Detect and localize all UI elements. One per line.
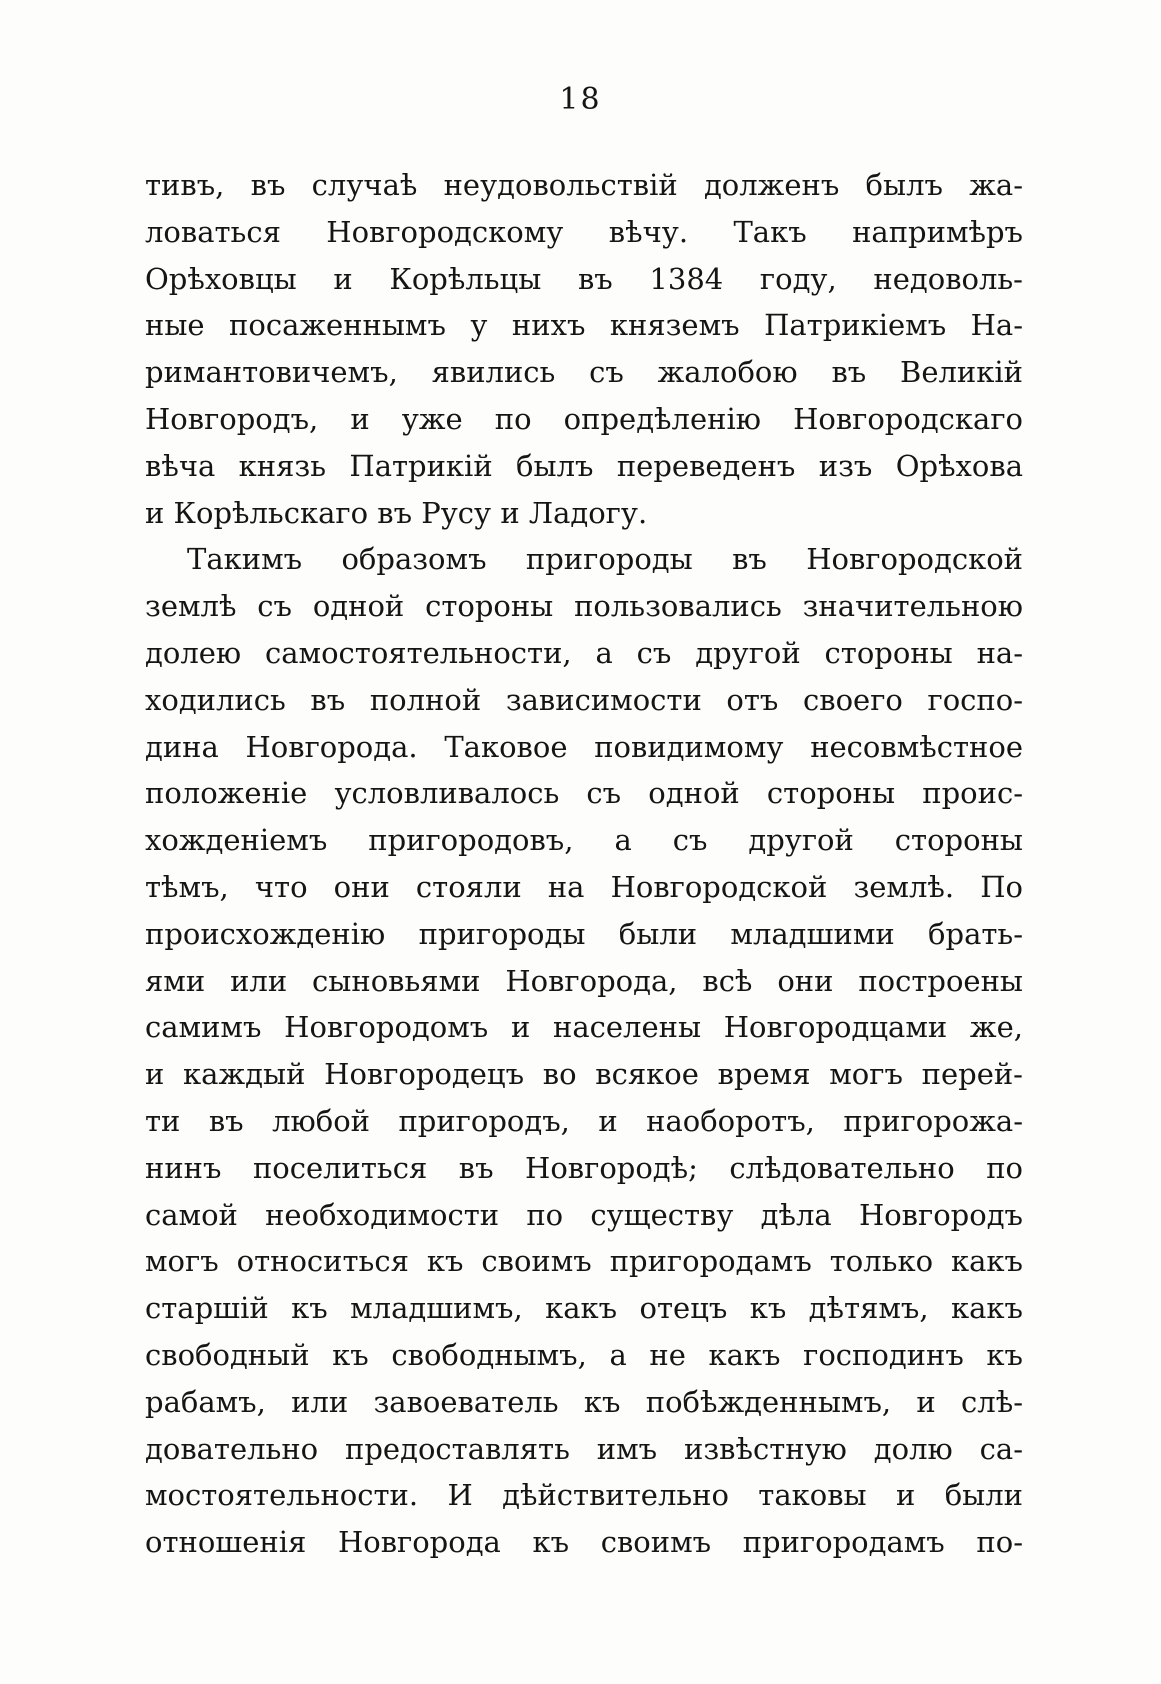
text-line: римантовичемъ, явились съ жалобою въ Великій <box>145 355 1023 390</box>
text-line: довательно предоставлять имъ извѣстную долю са- <box>145 1431 1023 1466</box>
text-line: могъ относиться къ своимъ пригородамъ только какъ <box>145 1244 1023 1279</box>
text-line: самой необходимости по существу дѣла Новгородъ <box>145 1197 1023 1232</box>
text-line: происхожденію пригороды были младшими брать- <box>145 916 1023 951</box>
text-line: свободный къ свободнымъ, а не какъ господинъ къ <box>145 1337 1023 1372</box>
text-line: Новгородъ, и уже по опредѣленію Новгородскаго <box>145 401 1023 436</box>
text-line: тѣмъ, что они стояли на Новгородской землѣ. По <box>145 869 1023 904</box>
text-line: ти въ любой пригородъ, и наоборотъ, пригорожа- <box>145 1103 1023 1138</box>
text-line: ловаться Новгородскому вѣчу. Такъ напримѣръ <box>145 214 1023 249</box>
text-line: ные посаженнымъ у нихъ княземъ Патрикіемъ На- <box>145 308 1023 343</box>
text-line: вѣча князь Патрикій былъ переведенъ изъ Орѣхова <box>145 448 1023 483</box>
text-line: хожденіемъ пригородовъ, а съ другой стороны <box>145 823 1023 858</box>
text-line: рабамъ, или завоеватель къ побѣжденнымъ, и слѣ- <box>145 1384 1023 1419</box>
text-line: положеніе условливалось съ одной стороны проис- <box>145 776 1023 811</box>
text-line: нинъ поселиться въ Новгородѣ; слѣдовательно по <box>145 1150 1023 1185</box>
paragraph-start-line: Такимъ образомъ пригороды въ Новгородской <box>187 542 1023 577</box>
text-line: и Корѣльскаго въ Русу и Ладогу. <box>145 495 648 530</box>
text-line: отношенія Новгорода къ своимъ пригородамъ по- <box>145 1525 1023 1560</box>
text-line: самимъ Новгородомъ и населены Новгородцами же, <box>145 1010 1023 1045</box>
text-line: землѣ съ одной стороны пользовались значительною <box>145 589 1023 624</box>
text-line: Орѣховцы и Корѣльцы въ 1384 году, недоволь- <box>145 261 1023 296</box>
text-line: долею самостоятельности, а съ другой стороны на- <box>145 635 1023 670</box>
text-line: мостоятельности. И дѣйствительно таковы и были <box>145 1478 1023 1513</box>
text-line: и каждый Новгородецъ во всякое время могъ перей- <box>145 1057 1023 1092</box>
text-line: ходились въ полной зависимости отъ своего госпо- <box>145 682 1023 717</box>
text-line: старшій къ младшимъ, какъ отецъ къ дѣтямъ, какъ <box>145 1291 1023 1326</box>
page-number: 18 <box>559 82 602 117</box>
text-line: дина Новгорода. Таковое повидимому несовмѣстное <box>145 729 1023 764</box>
body-text <box>145 162 1023 1566</box>
text-line: тивъ, въ случаѣ неудовольствій долженъ былъ жа- <box>145 168 1023 202</box>
text-line: ями или сыновьями Новгорода, всѣ они построены <box>145 963 1023 998</box>
